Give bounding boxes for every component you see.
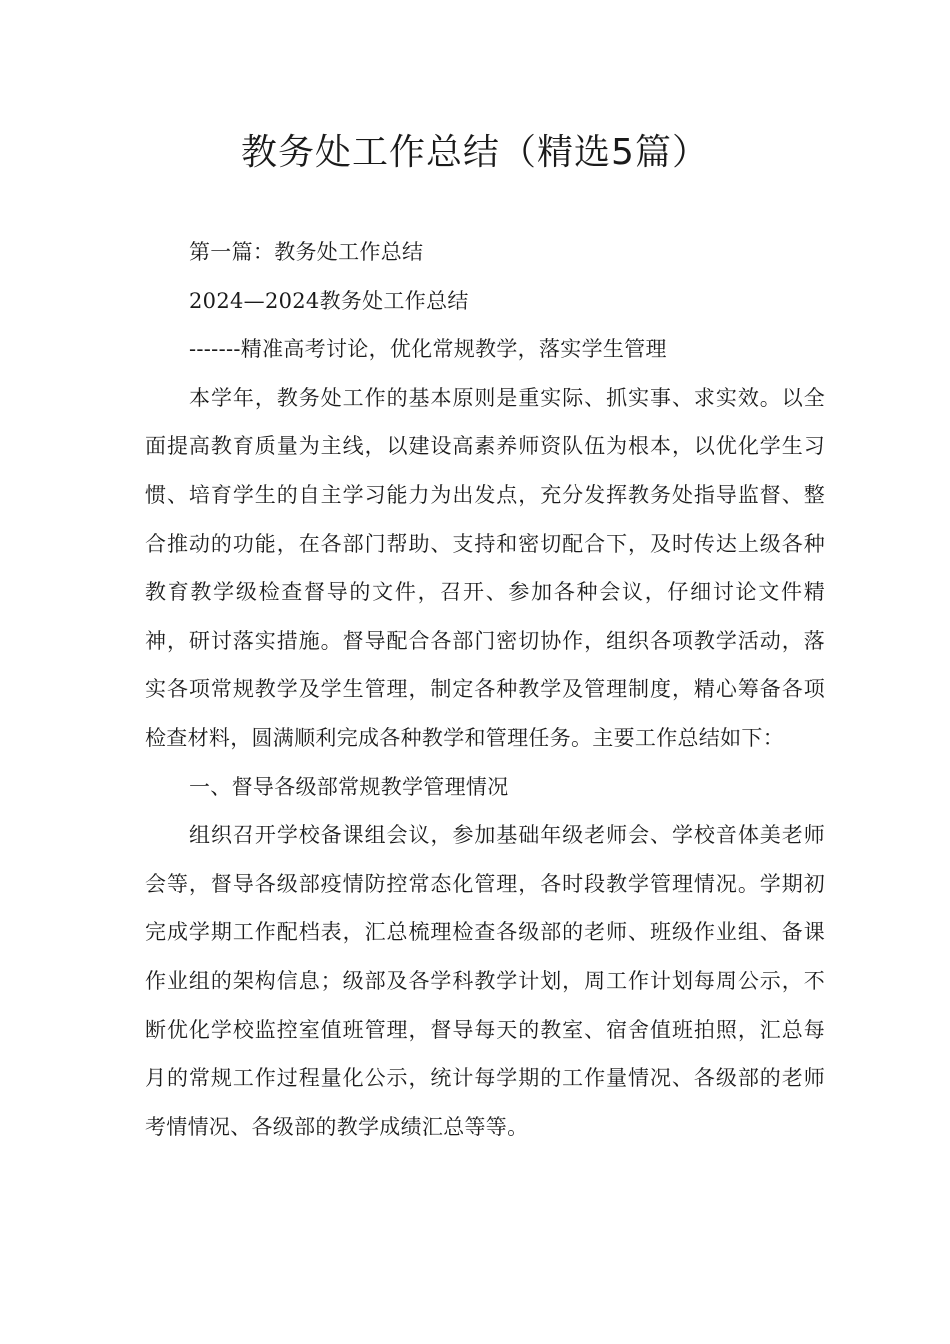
document-title: 教务处工作总结（精选5篇） [241, 132, 709, 173]
report-title: 2024—2024教务处工作总结 [189, 288, 469, 313]
intro-paragraph: 本学年，教务处工作的基本原则是重实际、抓实事、求实效。以全面提高教育质量为主线，以建设高素养师资队伍为根本，以优化学生习惯、培育学生的自主学习能力为出发点，充分发挥教务处指导监督、整合推动的功能，在各部门帮助、支持和密切配合下，及时传达上级各种教育教学级检查督导的文件，召开、参加各种会议，仔细讨论文件精神，研讨落实措施。督导配合各部门密切协作，组织各项教学活动，落实各项常规教学及学生管理，制定各种教学及管理制度，精心筹备各项检查材料，圆满顺利完成各种教学和管理任务。主要工作总结如下： [145, 385, 825, 750]
chapter-heading: 第一篇：教务处工作总结 [189, 240, 424, 264]
section-heading: 一、督导各级部常规教学管理情况 [189, 774, 509, 799]
document-body [145, 228, 825, 1151]
section-paragraph: 组织召开学校备课组会议，参加基础年级老师会、学校音体美老师会等，督导各级部疫情防控常态化管理，各时段教学管理情况。学期初完成学期工作配档表，汇总梳理检查各级部的老师、班级作业组、备课作业组的架构信息；级部及各学科教学计划，周工作计划每周公示，不断优化学校监控室值班管理，督导每天的教室、宿舍值班拍照，汇总每月的常规工作过程量化公示，统计每学期的工作量情况、各级部的老师考情情况、各级部的教学成绩汇总等等。 [145, 823, 825, 1139]
report-subtitle: -------精准高考讨论，优化常规教学，落实学生管理 [189, 337, 667, 362]
